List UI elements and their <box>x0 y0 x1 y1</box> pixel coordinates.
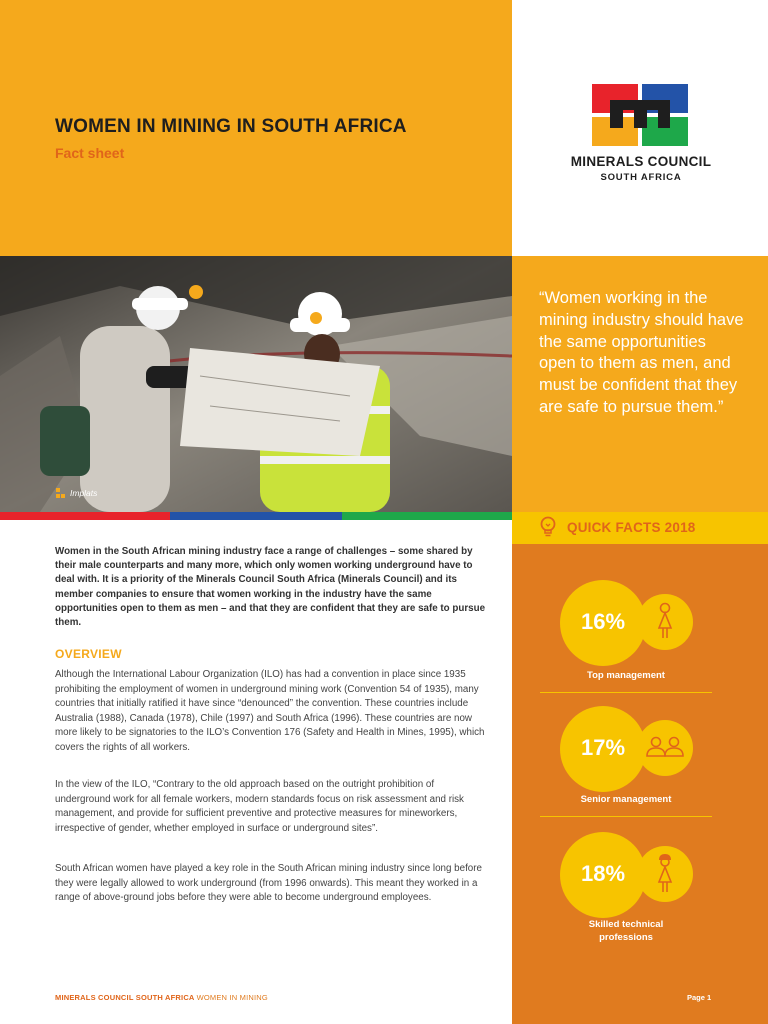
divider <box>540 816 712 817</box>
footer-org: MINERALS COUNCIL SOUTH AFRICA <box>55 993 195 1002</box>
woman-icon <box>655 602 675 642</box>
stat-value: 18% <box>580 861 626 886</box>
quick-facts-title: QUICK FACTS 2018 <box>567 520 696 535</box>
mining-photo <box>0 256 512 512</box>
credit-mark-icon <box>56 488 68 498</box>
stripe-green <box>342 512 512 520</box>
stat-label: Top management <box>587 670 665 681</box>
section-heading: OVERVIEW <box>55 647 122 661</box>
lightbulb-icon <box>539 516 557 538</box>
stat-value: 16% <box>580 609 626 634</box>
body-paragraph: Although the International Labour Organization (ILO) has had a convention in place since 1935 prohibiting the employment of women in underground mining work (Convention 54 of 1935), many countries that initially ratified it have since “denounced” the convention. These countries include Australia (1988), Canada (1978), Chile (1997) and South Africa (1996). These countries are now more likely to be signatories to the ILO’s Convention 176 (Safety and Health in Mines, 1995), which covers the rights of all workers. <box>55 669 485 753</box>
page-subtitle: Fact sheet <box>55 145 125 161</box>
stat-label: Skilled technical professions <box>588 919 664 943</box>
photo-credit: Implats <box>70 488 98 498</box>
logo-name: MINERALS COUNCIL <box>570 154 712 169</box>
stripe-red <box>0 512 170 520</box>
intro-paragraph: Women in the South African mining industry face a range of challenges – some shared by their male counterparts and many more, which only women working underground have to deal with. It is a priority of the Minerals Council South Africa (Minerals Council) and its member companies to ensure that women working in the industry have the same opportunities open to them as men – and that they are confident that they are safe to pursue them. <box>55 546 486 629</box>
stat-label: Senior management <box>580 794 672 805</box>
stripe-blue <box>170 512 342 520</box>
divider <box>540 692 712 693</box>
minerals-council-logo <box>592 84 688 146</box>
logo-subname: SOUTH AFRICA <box>600 172 682 183</box>
footer-credit <box>55 993 268 1002</box>
people-icon <box>644 736 686 760</box>
body-paragraph: South African women have played a key role in the South African mining industry since long before they were legally allowed to work underground (from 1996 onwards). This meant they worked in a range of above-ground jobs before they were able to become underground employees. <box>55 863 482 904</box>
body-paragraph: In the view of the ILO, “Contrary to the old approach based on the outright prohibition of underground work for all female workers, modern standards focus on risk assessment and risk management, and provide for sufficient preventive and protective measures for mineworkers, irrespective of gender, whether employed in surface or underground sites”. <box>55 779 464 834</box>
woman-hardhat-icon <box>655 852 675 894</box>
page-title: WOMEN IN MINING IN SOUTH AFRICA <box>55 116 407 137</box>
pull-quote: “Women working in the mining industry should have the same opportunities open to them as men, and must be confident that they are safe to pursue them.” <box>539 289 744 416</box>
footer-topic: WOMEN IN MINING <box>196 993 268 1002</box>
page-number: Page 1 <box>687 993 712 1002</box>
stat-value: 17% <box>580 735 626 760</box>
